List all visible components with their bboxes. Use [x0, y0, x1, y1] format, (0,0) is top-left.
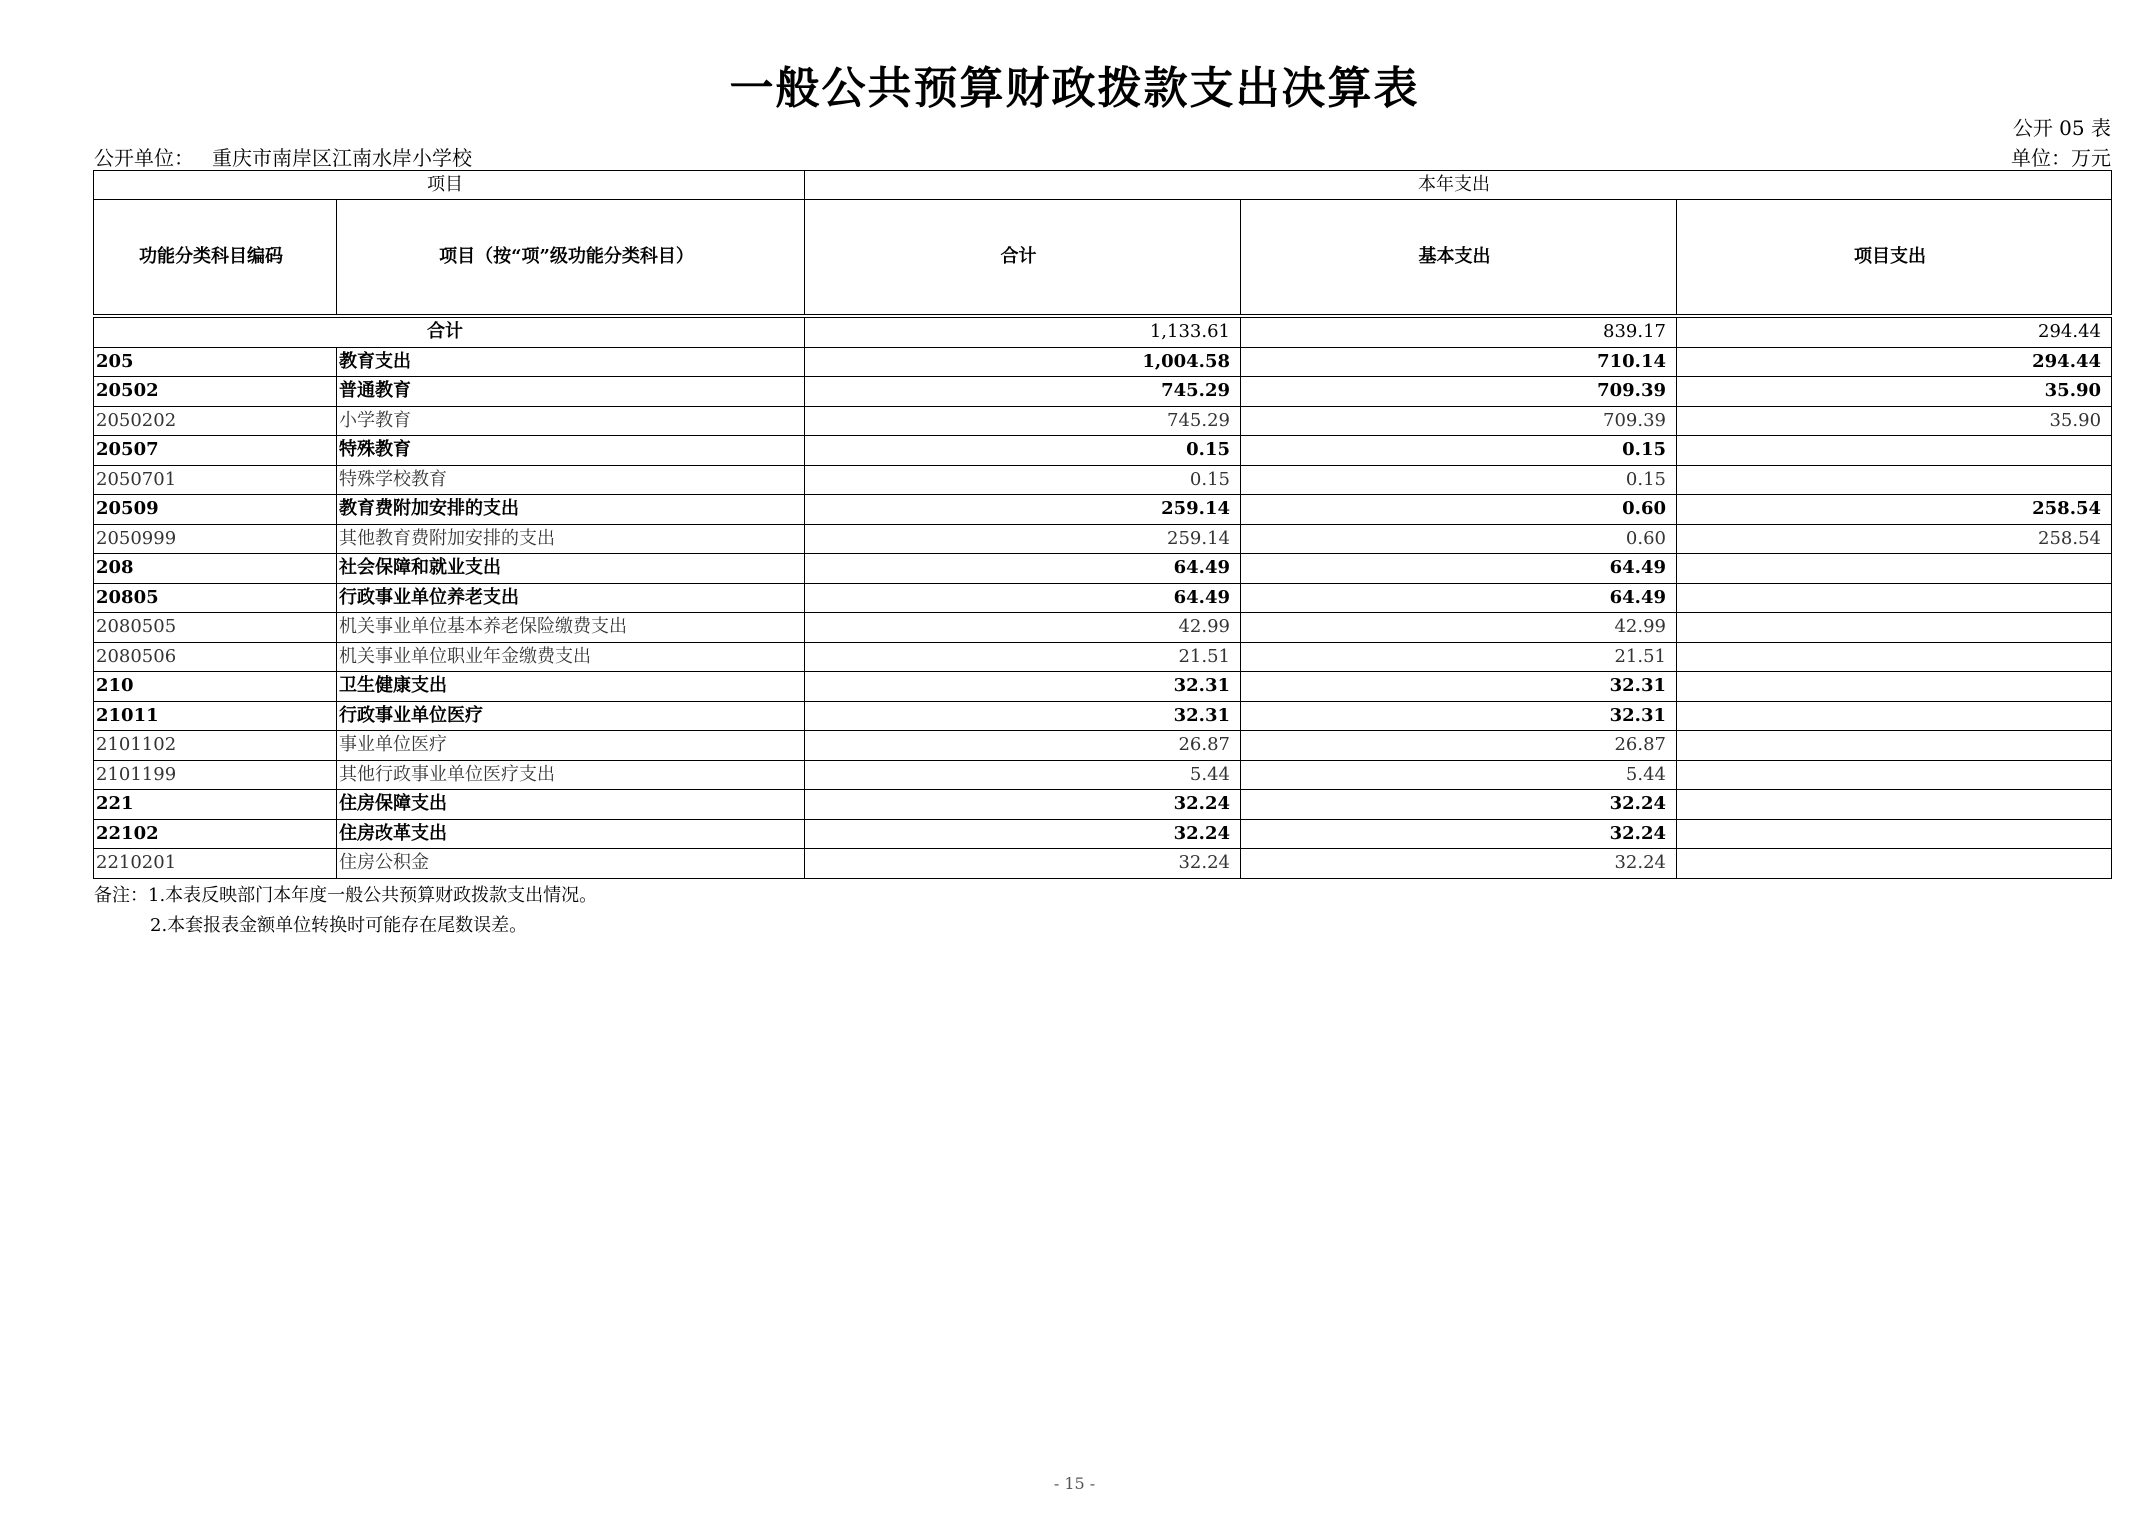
- basic-cell: 32.24: [1241, 849, 1677, 879]
- header-project: 项目: [94, 171, 805, 200]
- total-cell: 32.24: [805, 819, 1241, 849]
- table-row: [94, 790, 2112, 820]
- basic-cell: 709.39: [1241, 406, 1677, 436]
- reporting-unit: [94, 142, 472, 171]
- table-row: [94, 554, 2112, 584]
- code-cell: 2050701: [94, 465, 337, 495]
- project-cell: [1677, 554, 2112, 584]
- total-cell: 0.15: [805, 436, 1241, 466]
- code-cell: 21011: [94, 701, 337, 731]
- table-row: [94, 849, 2112, 879]
- total-cell: 26.87: [805, 731, 1241, 761]
- total-cell: 259.14: [805, 524, 1241, 554]
- basic-cell: 709.39: [1241, 377, 1677, 407]
- name-cell: 住房公积金: [337, 849, 805, 879]
- name-cell: 事业单位医疗: [337, 731, 805, 761]
- basic-cell: 0.15: [1241, 436, 1677, 466]
- basic-cell: 64.49: [1241, 583, 1677, 613]
- name-cell: 住房改革支出: [337, 819, 805, 849]
- table-row: [94, 760, 2112, 790]
- total-cell: 32.24: [805, 849, 1241, 879]
- project-cell: [1677, 672, 2112, 702]
- total-cell: 64.49: [805, 583, 1241, 613]
- project-cell: [1677, 701, 2112, 731]
- note-2: 2.本套报表金额单位转换时可能存在尾数误差。: [150, 915, 528, 936]
- project-cell: [1677, 436, 2112, 466]
- total-cell: 32.31: [805, 672, 1241, 702]
- basic-cell: 0.60: [1241, 495, 1677, 525]
- basic-cell: 5.44: [1241, 760, 1677, 790]
- basic-cell: 42.99: [1241, 613, 1677, 643]
- basic-cell: 32.24: [1241, 819, 1677, 849]
- total-cell: 745.29: [805, 406, 1241, 436]
- header-row-1: [94, 171, 2112, 200]
- header-current-year: 本年支出: [805, 171, 2112, 200]
- header-basic: 基本支出: [1241, 200, 1677, 315]
- code-cell: 2101102: [94, 731, 337, 761]
- code-cell: 2080506: [94, 642, 337, 672]
- code-cell: 2080505: [94, 613, 337, 643]
- table-row: [94, 436, 2112, 466]
- project-cell: [1677, 642, 2112, 672]
- table-row: [94, 347, 2112, 377]
- header-row-2: [94, 200, 2112, 315]
- name-cell: 社会保障和就业支出: [337, 554, 805, 584]
- project-cell: 35.90: [1677, 406, 2112, 436]
- total-row: [94, 318, 2112, 348]
- code-cell: 221: [94, 790, 337, 820]
- table-row: [94, 672, 2112, 702]
- project-cell: [1677, 613, 2112, 643]
- total-cell: 64.49: [805, 554, 1241, 584]
- basic-cell: 0.15: [1241, 465, 1677, 495]
- table-row: [94, 406, 2112, 436]
- project-cell: 294.44: [1677, 347, 2112, 377]
- basic-cell: 32.31: [1241, 701, 1677, 731]
- basic-cell: 32.24: [1241, 790, 1677, 820]
- table-row: [94, 642, 2112, 672]
- code-cell: 20805: [94, 583, 337, 613]
- code-cell: 2050202: [94, 406, 337, 436]
- table-row: [94, 465, 2112, 495]
- code-cell: 20502: [94, 377, 337, 407]
- name-cell: 住房保障支出: [337, 790, 805, 820]
- table-body: [94, 318, 2112, 879]
- name-cell: 行政事业单位医疗: [337, 701, 805, 731]
- table-row: [94, 524, 2112, 554]
- code-cell: 2210201: [94, 849, 337, 879]
- code-cell: 2101199: [94, 760, 337, 790]
- name-cell: 其他行政事业单位医疗支出: [337, 760, 805, 790]
- table-row: [94, 819, 2112, 849]
- project-cell: 258.54: [1677, 495, 2112, 525]
- table-row: [94, 613, 2112, 643]
- project-cell: 35.90: [1677, 377, 2112, 407]
- unit-label: 公开单位：: [94, 146, 194, 170]
- expenditure-table: [93, 170, 2112, 879]
- name-cell: 机关事业单位基本养老保险缴费支出: [337, 613, 805, 643]
- total-total: 1,133.61: [805, 318, 1241, 348]
- total-cell: 32.24: [805, 790, 1241, 820]
- project-cell: 258.54: [1677, 524, 2112, 554]
- code-cell: 22102: [94, 819, 337, 849]
- project-cell: [1677, 849, 2112, 879]
- name-cell: 其他教育费附加安排的支出: [337, 524, 805, 554]
- table-row: [94, 731, 2112, 761]
- name-cell: 普通教育: [337, 377, 805, 407]
- page-number: - 15 -: [1053, 1474, 1096, 1493]
- total-cell: 745.29: [805, 377, 1241, 407]
- total-project: 294.44: [1677, 318, 2112, 348]
- project-cell: [1677, 731, 2112, 761]
- total-cell: 21.51: [805, 642, 1241, 672]
- project-cell: [1677, 760, 2112, 790]
- total-cell: 32.31: [805, 701, 1241, 731]
- table-row: [94, 495, 2112, 525]
- code-cell: 208: [94, 554, 337, 584]
- header-total: 合计: [805, 200, 1241, 315]
- project-cell: [1677, 790, 2112, 820]
- basic-cell: 710.14: [1241, 347, 1677, 377]
- table-row: [94, 377, 2112, 407]
- unit-name: 重庆市南岸区江南水岸小学校: [212, 146, 472, 170]
- code-cell: 210: [94, 672, 337, 702]
- total-cell: 5.44: [805, 760, 1241, 790]
- total-cell: 42.99: [805, 613, 1241, 643]
- project-cell: [1677, 465, 2112, 495]
- table-row: [94, 583, 2112, 613]
- unit-line: [94, 142, 2111, 171]
- header-code: 功能分类科目编码: [94, 200, 337, 315]
- table-row: [94, 701, 2112, 731]
- name-cell: 小学教育: [337, 406, 805, 436]
- name-cell: 机关事业单位职业年金缴费支出: [337, 642, 805, 672]
- basic-cell: 64.49: [1241, 554, 1677, 584]
- code-cell: 2050999: [94, 524, 337, 554]
- name-cell: 教育费附加安排的支出: [337, 495, 805, 525]
- total-cell: 259.14: [805, 495, 1241, 525]
- basic-cell: 21.51: [1241, 642, 1677, 672]
- name-cell: 特殊学校教育: [337, 465, 805, 495]
- total-cell: 0.15: [805, 465, 1241, 495]
- currency-unit: 单位：万元: [2011, 146, 2111, 170]
- header-item: 项目（按“项”级功能分类科目）: [337, 200, 805, 315]
- notes: [94, 881, 597, 941]
- total-label: 合计: [94, 318, 805, 348]
- name-cell: 卫生健康支出: [337, 672, 805, 702]
- basic-cell: 32.31: [1241, 672, 1677, 702]
- note-1: 备注：1.本表反映部门本年度一般公共预算财政拨款支出情况。: [94, 885, 598, 906]
- project-cell: [1677, 583, 2112, 613]
- name-cell: 行政事业单位养老支出: [337, 583, 805, 613]
- code-cell: 20509: [94, 495, 337, 525]
- code-cell: 205: [94, 347, 337, 377]
- total-cell: 1,004.58: [805, 347, 1241, 377]
- basic-cell: 26.87: [1241, 731, 1677, 761]
- name-cell: 教育支出: [337, 347, 805, 377]
- document-title: 一般公共预算财政拨款支出决算表: [729, 63, 1420, 114]
- project-cell: [1677, 819, 2112, 849]
- header-project-expenditure: 项目支出: [1677, 200, 2112, 315]
- form-number: 公开 05 表: [2012, 116, 2111, 140]
- code-cell: 20507: [94, 436, 337, 466]
- total-basic: 839.17: [1241, 318, 1677, 348]
- name-cell: 特殊教育: [337, 436, 805, 466]
- basic-cell: 0.60: [1241, 524, 1677, 554]
